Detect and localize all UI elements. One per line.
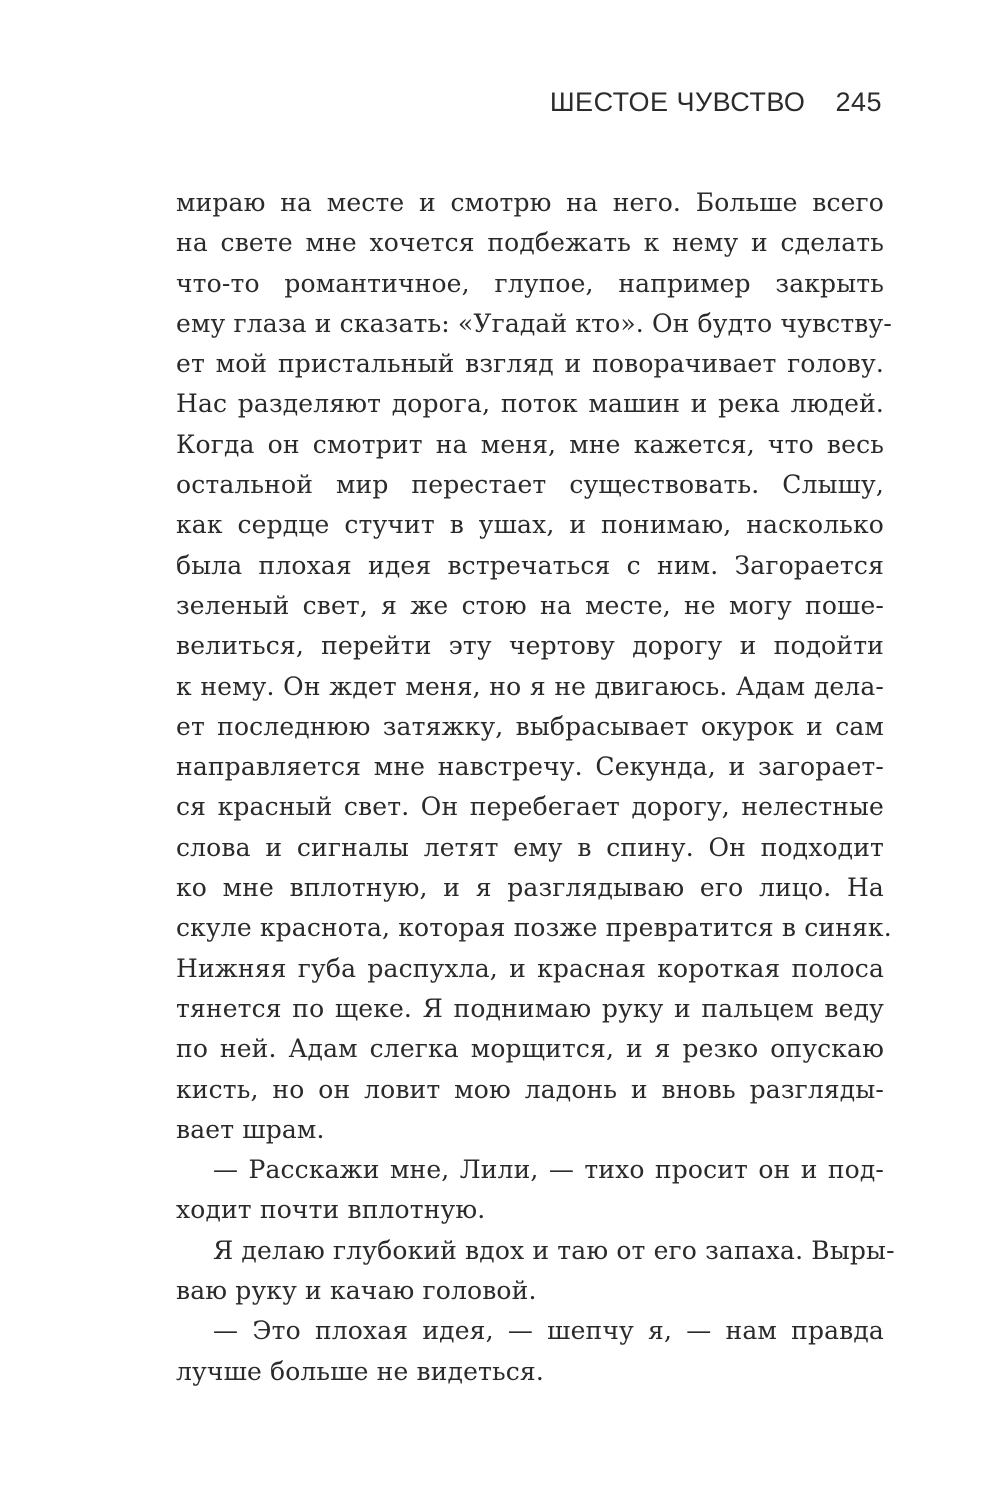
text-line: скуле краснота, которая позже превратится в синяк.: [176, 913, 892, 943]
text-line: Нас разделяют дорога, поток машин и река людей.: [176, 389, 884, 419]
dialogue-line: — Расскажи мне, Лили, — тихо просит он и под-: [213, 1155, 884, 1185]
text-line: ет мой пристальный взгляд и поворачивает голову.: [176, 349, 884, 379]
chapter-title: ШЕСТОЕ ЧУВСТВО: [549, 87, 806, 117]
text-line: к нему. Он ждет меня, но я не двигаюсь. Адам дела-: [176, 671, 884, 701]
text-line: остальной мир перестает существовать. Слышу,: [176, 470, 884, 500]
text-line: ходит почти вплотную.: [176, 1195, 486, 1225]
paragraph-start-line: Я делаю глубокий вдох и таю от его запаха. Выры-: [213, 1235, 895, 1265]
text-line: ет последнюю затяжку, выбрасывает окурок и сам: [176, 711, 884, 741]
text-line: что-то романтичное, глупое, например закрыть: [176, 268, 884, 298]
text-line: как сердце стучит в ушах, и понимаю, насколько: [176, 510, 884, 540]
text-line: мираю на месте и смотрю на него. Больше всего: [176, 188, 884, 217]
text-line: ко мне вплотную, и я разглядываю его лицо. На: [176, 873, 884, 903]
text-line: ему глаза и сказать: «Угадай кто». Он будто чувству-: [176, 308, 892, 338]
text-line: зеленый свет, я же стою на месте, не могу поше-: [176, 590, 884, 620]
page-number: 245: [835, 87, 882, 117]
text-line: по ней. Адам слегка морщится, и я резко опускаю: [176, 1034, 884, 1064]
body-text: [176, 183, 895, 1392]
text-line: Нижняя губа распухла, и красная короткая полоса: [176, 953, 884, 983]
text-line: направляется мне навстречу. Секунда, и загорает-: [176, 752, 884, 782]
text-line: была плохая идея встречаться с ним. Загорается: [176, 550, 884, 580]
dialogue-line: — Это плохая идея, — шепчу я, — нам правда: [213, 1316, 884, 1346]
text-line: тянется по щеке. Я поднимаю руку и пальцем веду: [176, 993, 884, 1023]
text-line: лучше больше не видеться.: [176, 1356, 544, 1386]
text-line: вает шрам.: [176, 1114, 325, 1144]
text-line: ваю руку и качаю головой.: [176, 1276, 537, 1306]
running-header: [0, 84, 882, 120]
text-line: на свете мне хочется подбежать к нему и сделать: [176, 228, 884, 258]
text-line: слова и сигналы летят ему в спину. Он подходит: [176, 832, 884, 862]
text-line: велиться, перейти эту чертову дорогу и подойти: [176, 631, 884, 661]
text-line: кисть, но он ловит мою ладонь и вновь разгляды-: [176, 1074, 884, 1104]
text-line: Когда он смотрит на меня, мне кажется, что весь: [176, 429, 884, 459]
text-line: ся красный свет. Он перебегает дорогу, нелестные: [176, 792, 884, 822]
